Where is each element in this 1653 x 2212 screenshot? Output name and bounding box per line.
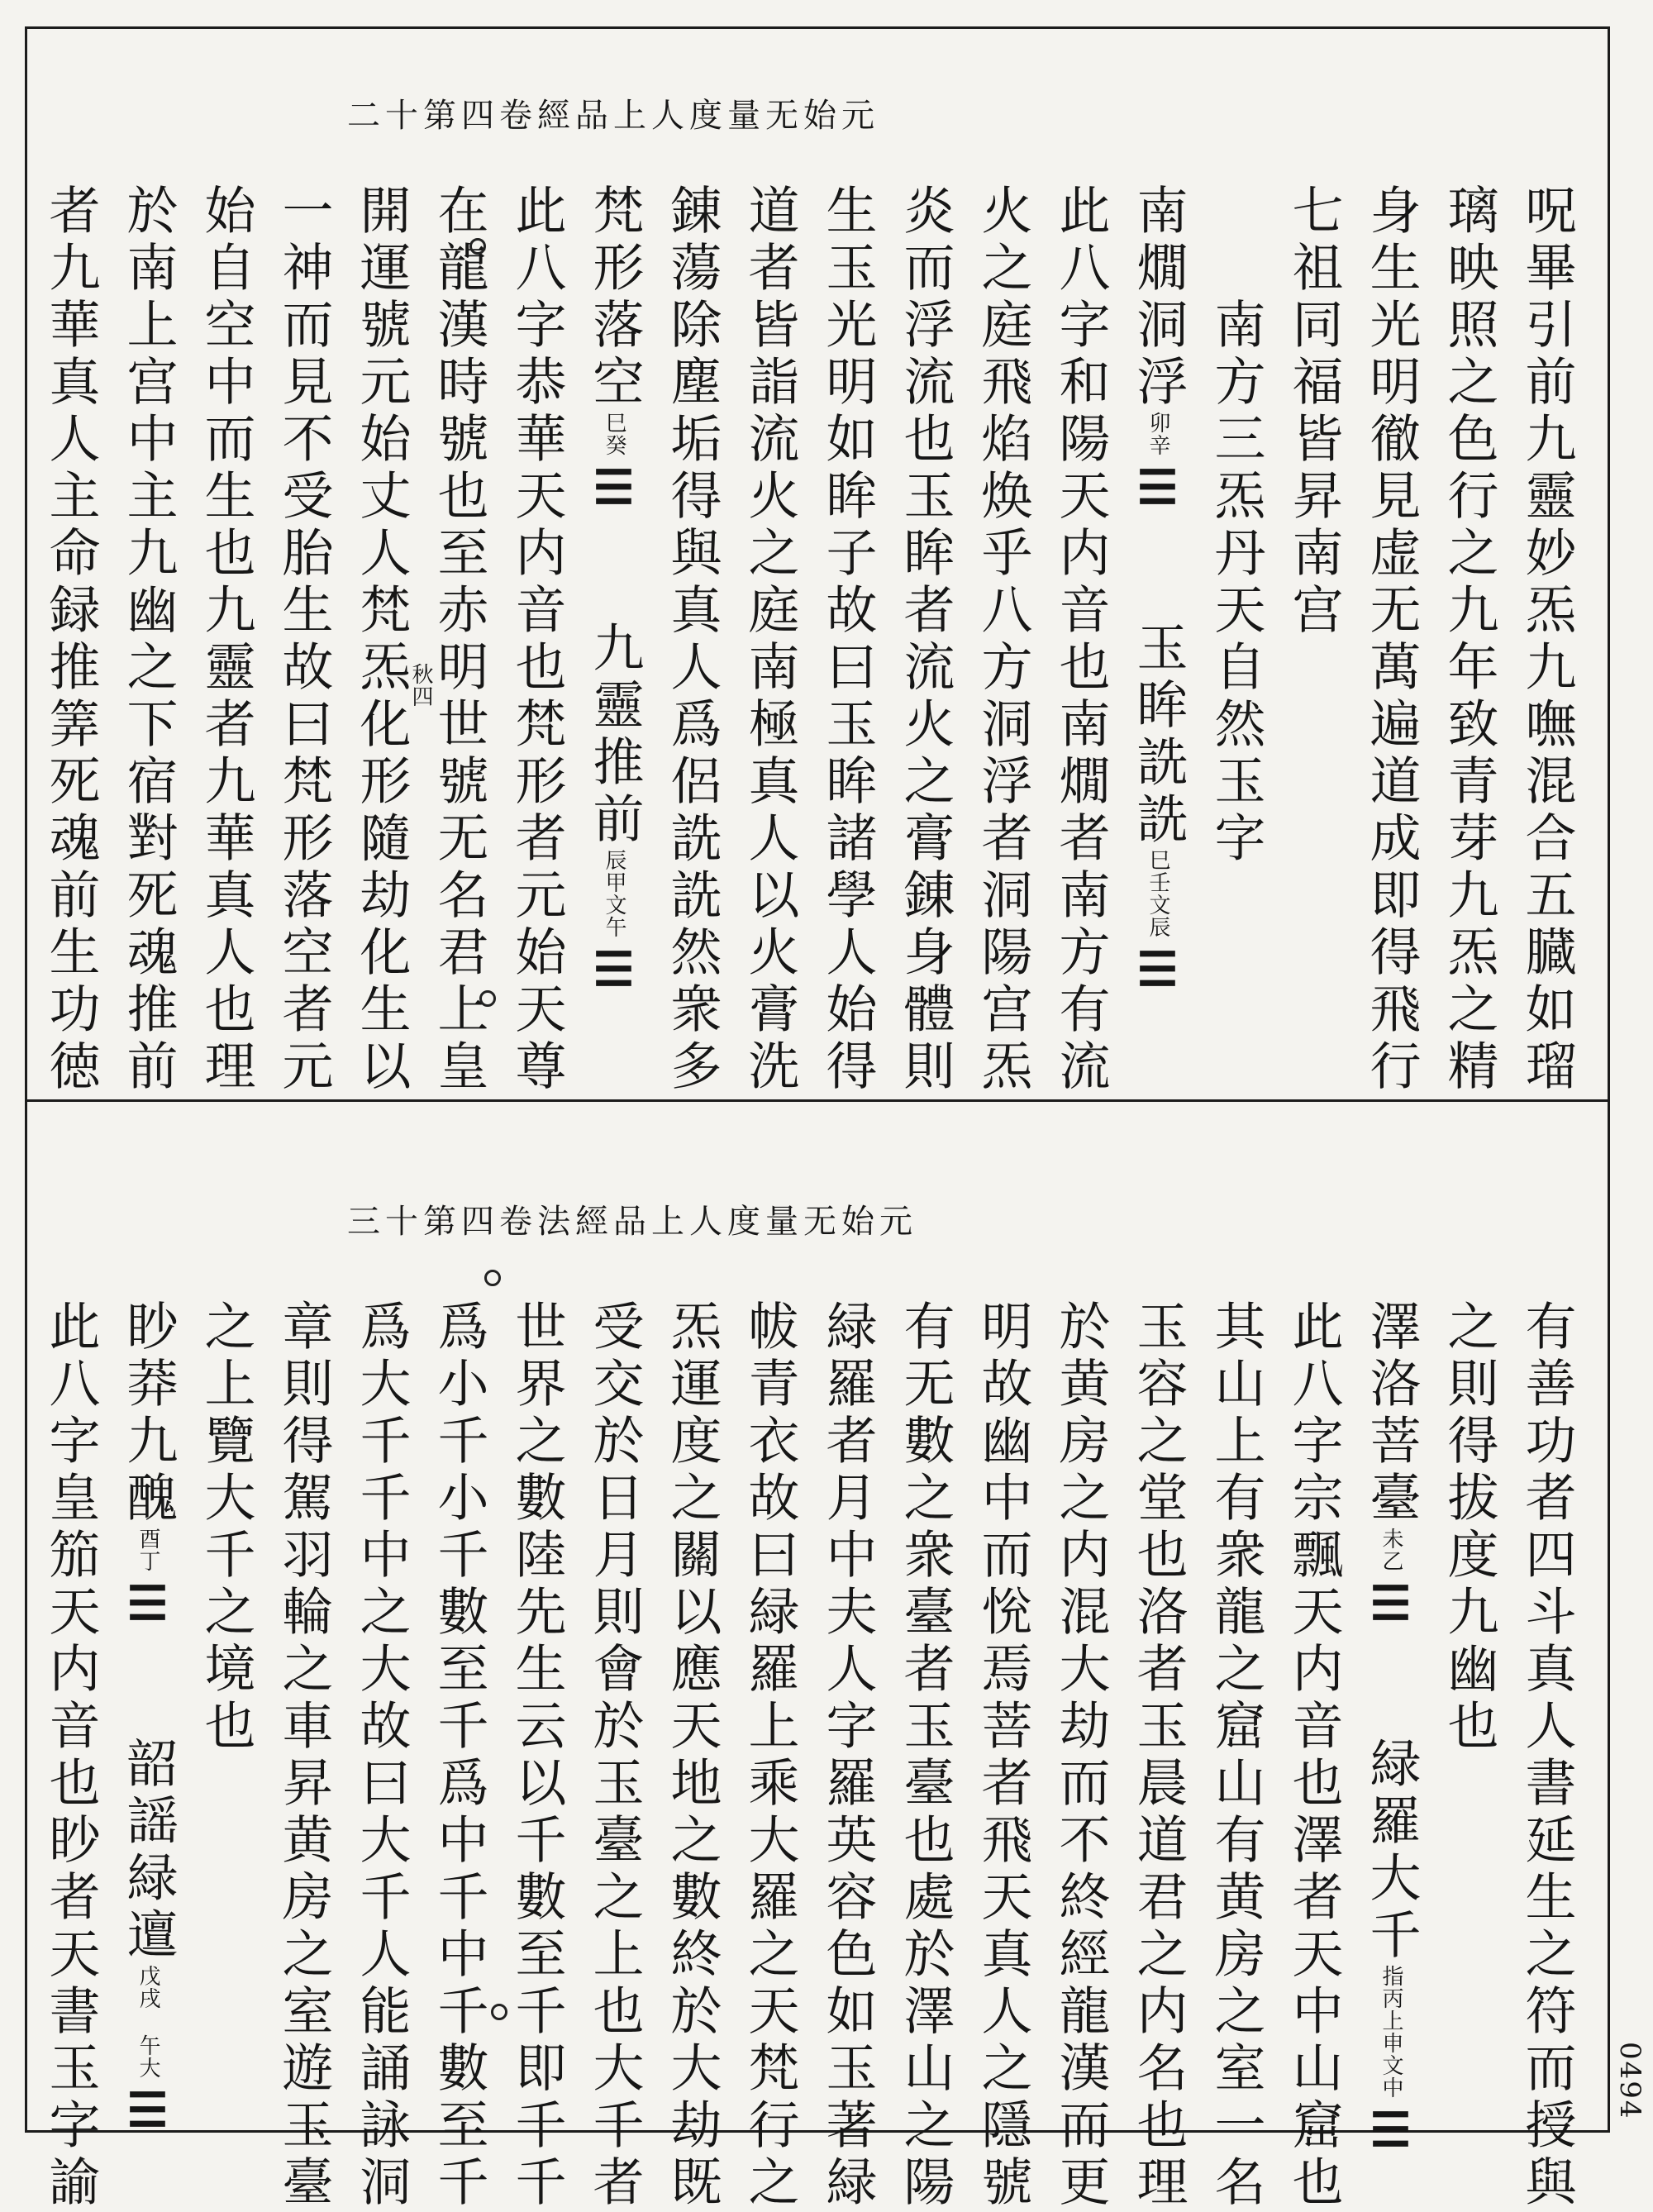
column-tail-text: 九靈推前 [584,621,645,849]
column-text: 此八字皇笳天内音也眇者天書玉字諭 [40,1299,101,2212]
text-column [662,1299,722,2212]
text-column [507,184,567,1096]
text-column [408,184,489,1096]
text-column [740,1299,800,2212]
column-text: 此八字和陽天内音也南燗者南方有流 [1050,184,1111,1096]
text-column [662,184,722,1096]
punctuation-circle [484,1270,501,1286]
text-column [40,1299,101,2212]
column-text: 炁運度之關以應天地之數終於大劫既 [662,1299,722,2212]
upper-header-title: 元始无量度人上品經 [537,97,879,135]
column-text: 之則得拔度九幽也 [1439,1299,1499,1756]
text-column [351,184,412,1096]
column-text: 有善功者四斗真人書延生之符而授與 [1517,1299,1577,2212]
text-column [584,184,645,997]
column-text: 在龍漢時號也至赤明世號无名君上皇 [429,184,489,1096]
column-text: 章則得駕羽輪之車昇黄房之室遊玉臺 [274,1299,334,2212]
column-text: 錬蕩除塵垢得與真人爲侶詵詵然衆多 [662,184,722,1096]
text-column [973,184,1033,1096]
column-text: 眇莽九醜 [118,1299,179,1528]
trigram-icon: ☰ [587,943,641,997]
column-text: 道者皆詣流火之庭南極真人以火膏洗 [740,184,800,1096]
inline-note: 巳壬文辰 [1146,849,1170,938]
trigram-icon: ☰ [121,1577,175,1631]
column-tail-text: 韶謡緑邅 [118,1737,179,1965]
lower-header [347,1195,975,1242]
lower-header-chapter: 卷四第十三 [347,1203,537,1241]
text-column [1361,1299,1422,2157]
column-text: 七祖同福皆昇南宫 [1284,184,1344,640]
text-column [118,1299,179,2138]
column-text: 之上覽大千之境也 [196,1299,256,1756]
text-column [1439,184,1499,1096]
text-column [895,1299,955,2212]
text-column [740,184,800,1096]
column-text: 受交於日月則會於玉臺之上也大千者 [584,1299,645,2212]
inline-note: 辰甲文午 [602,849,626,938]
text-column [817,184,878,1096]
column-text: 於南上宫中主九幽之下宿對死魂推前 [118,184,179,1096]
text-column [274,1299,334,2212]
column-text: 璃映照之色行之九年致青芽九炁之精 [1439,184,1499,1096]
inline-note: 未乙 [1379,1528,1403,1572]
column-text: 南燗洞浮 [1128,184,1189,412]
column-tail-text: 玉眸詵詵 [1128,621,1189,849]
trigram-icon: ☰ [121,2084,175,2138]
inline-note: 戊戌 [136,1965,160,2009]
punctuation-circle [469,238,486,255]
column-text: 南方三炁丹天自然玉字 [1206,298,1266,868]
text-column [196,1299,256,1756]
column-text: 玉容之堂也洛者玉晨道君之内名也理 [1128,1299,1189,2212]
column-text: 此八字恭華天内音也梵形者元始天尊 [507,184,567,1096]
trigram-icon: ☰ [1364,1577,1418,1631]
column-text: 世界之數陸先生云以千數至千即千千 [507,1299,567,2212]
text-column [1206,1299,1266,2212]
text-column [507,1299,567,2212]
column-text: 身生光明徹見虚无萬遍道成即得飛行 [1361,184,1422,1096]
text-column [1284,1299,1344,2212]
upper-header-chapter: 卷四第十二 [347,97,537,135]
inline-note: 卯辛 [1146,412,1170,456]
text-column [1128,184,1189,997]
column-text: 者九華真人主命録推筭死魂前生功徳 [40,184,101,1096]
text-column [895,184,955,1096]
column-text: 生玉光明如眸子故曰玉眸諸學人始得 [817,184,878,1096]
trigram-icon: ☰ [587,461,641,515]
punctuation-circle [491,2004,507,2020]
text-column [1517,1299,1577,2212]
text-column [40,184,101,1096]
trigram-icon: ☰ [1131,943,1185,997]
text-column [1439,1299,1499,1756]
column-text: 澤洛菩臺 [1361,1299,1422,1528]
text-column [1361,184,1422,1096]
inline-note: 指丙上申文中 [1379,1965,1403,2099]
text-column [1050,184,1111,1096]
text-column [584,1299,645,2212]
column-text: 呪畢引前九靈妙炁九嘸混合五臓如瑠 [1517,184,1577,1096]
text-column [973,1299,1033,2212]
column-text: 有无數之衆臺者玉臺也處於澤山之陽 [895,1299,955,2212]
column-text: 火之庭飛焰焕乎八方洞浮者洞陽宫炁 [973,184,1033,1096]
text-column [1284,184,1344,640]
column-tail-text: 緑羅大千 [1361,1737,1422,1965]
inline-note: 酉丁 [136,1528,160,1572]
column-text: 爲大千千中之大故曰大千人能誦詠洞 [351,1299,412,2212]
column-text: 其山上有衆龍之窟山有黄房之室一名 [1206,1299,1266,2212]
inline-note: 巳癸 [602,412,626,456]
inline-note: 午大 [136,2034,160,2079]
text-column [1128,1299,1189,2212]
column-text: 緑羅者月中夫人字羅英容色如玉著緑 [817,1299,878,2212]
column-text: 一神而見不受胎生故曰梵形落空者元 [274,184,334,1096]
text-column [1517,184,1577,1096]
column-text: 爲小千小千數至千爲中千中千數至千 [429,1299,489,2212]
punctuation-circle [479,990,496,1007]
text-column [1206,298,1266,868]
column-text: 此八字宗飄天内音也澤者天中山窟也 [1284,1299,1344,2212]
text-column [1050,1299,1111,2212]
lower-header-title: 元始无量度人上品經法 [537,1203,917,1241]
text-column [274,184,334,1096]
column-text: 梵形落空 [584,184,645,412]
column-text: 始自空中而生也九靈者九華真人也理 [196,184,256,1096]
trigram-icon: ☰ [1131,461,1185,515]
inline-note: 秋四 [408,663,433,708]
folio-number: 0494 [1613,2042,1646,2120]
column-text: 炎而浮流也玉眸者流火之膏錬身體則 [895,184,955,1096]
column-text: 於黄房之内混大劫而不終經龍漢而更 [1050,1299,1111,2212]
page-divider [25,1099,1610,1102]
text-column [817,1299,878,2212]
text-column [429,1299,489,2212]
text-column [196,184,256,1096]
text-column [118,184,179,1096]
text-column [351,1299,412,2212]
upper-header [347,89,937,136]
column-text: 明故幽中而恱焉菩者飛天真人之隱號 [973,1299,1033,2212]
trigram-icon: ☰ [1364,2104,1418,2157]
column-text: 帗青衣故曰緑羅上乘大羅之天梵行之 [740,1299,800,2212]
column-text: 開運號元始丈人梵炁化形隨劫化生以 [351,184,412,1096]
